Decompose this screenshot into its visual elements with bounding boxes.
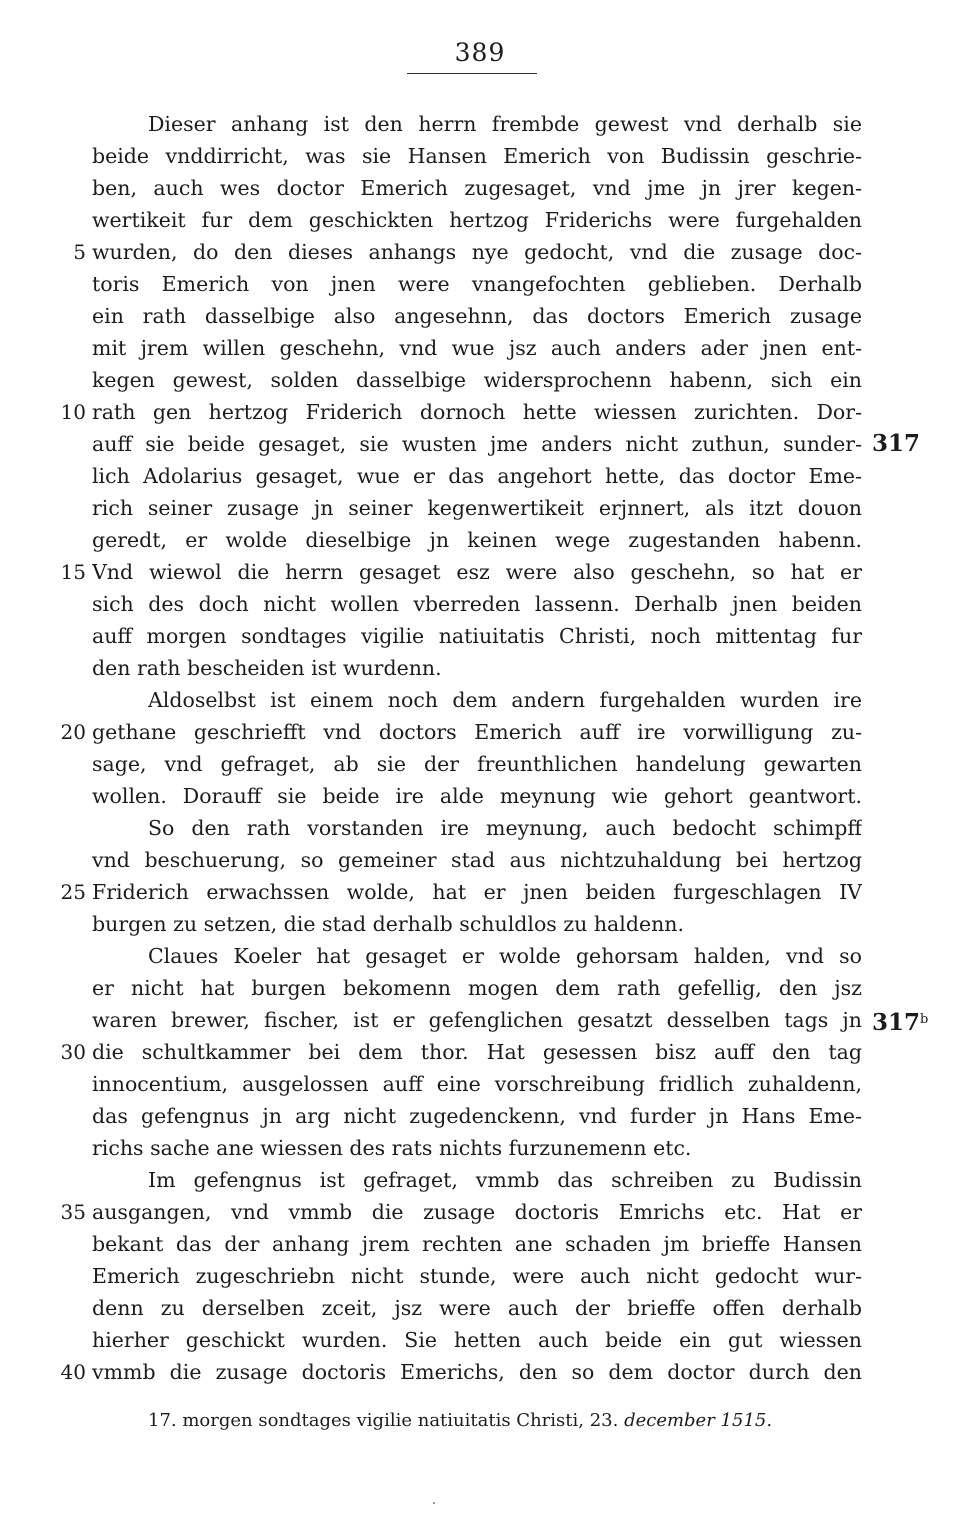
text-line: das gefengnus jn arg nicht zugedenckenn, vnd furder jn Hans Eme- [92,1104,862,1128]
text-line: Emerich zugeschriebn nicht stunde, were auch nicht gedocht wur- [92,1264,862,1288]
text-line: So den rath vorstanden ire meynung, auch bedocht schimpff [148,816,862,840]
text-line: mit jrem willen geschehn, vnd wue jsz auch anders ader jnen ent- [92,336,862,360]
text-line: hierher geschickt wurden. Sie hetten auch beide ein gut wiessen [92,1328,862,1352]
footnote-text: 17. morgen sondtages vigilie natiuitatis Christi, 23. [148,1410,625,1431]
footnote [148,1407,848,1435]
text-line: waren brewer, fischer, ist er gefenglichen gesatzt desselben tags jn [92,1008,862,1032]
text-line: rich seiner zusage jn seiner kegenwertikeit erjnnert, als itzt douon [92,496,862,520]
text-line: die schultkammer bei dem thor. Hat gesessen bisz auff den tag [92,1040,862,1064]
text-line: wollen. Dorauff sie beide ire alde meynung wie gehort geantwort. [92,784,862,808]
line-number: 15 [60,560,86,584]
text-line: kegen gewest, solden dasselbige widersprochenn habenn, sich ein [92,368,862,392]
footnote-date: december 1515. [624,1410,773,1431]
text-line: denn zu derselben zceit, jsz were auch der brieffe offen derhalb [92,1296,862,1320]
text-line: sage, vnd gefraget, ab sie der freunthlichen handelung gewarten [92,752,862,776]
text-line: lich Adolarius gesaget, wue er das angehort hette, das doctor Eme- [92,464,862,488]
text-line: rath gen hertzog Friderich dornoch hette wiessen zurichten. Dor- [92,400,862,424]
line-number: 35 [60,1200,86,1224]
line-number: 20 [60,720,86,744]
page-number-rule [407,73,537,74]
margin-folio-number: 317 [872,1009,921,1036]
text-line: gethane geschriefft vnd doctors Emerich auff ire vorwilligung zu- [92,720,862,744]
margin-folio-number: 317 [872,430,921,457]
text-line: toris Emerich von jnen were vnangefochten geblieben. Derhalb [92,272,862,296]
text-line: Vnd wiewol die herrn gesaget esz were also geschehn, so hat er [92,560,862,584]
margin-folio-suffix: b [920,1012,929,1027]
text-line: richs sache ane wiessen des rats nichts furzunemenn etc. [92,1136,692,1160]
text-line: beide vnddirricht, was sie Hansen Emerich von Budissin geschrie- [92,144,862,168]
text-line: auff morgen sondtages vigilie natiuitatis Christi, noch mittentag fur [92,624,862,648]
text-line: sich des doch nicht wollen vberreden lassenn. Derhalb jnen beiden [92,592,862,616]
paper-speck [433,1502,435,1504]
text-line: burgen zu setzen, die stad derhalb schuldlos zu haldenn. [92,912,684,936]
margin-folio-ref [872,1004,928,1036]
text-line: Friderich erwachssen wolde, hat er jnen beiden furgeschlagen IV [92,880,862,904]
text-line: bekant das der anhang jrem rechten ane schaden jm brieffe Hansen [92,1232,862,1256]
line-number: 40 [60,1360,86,1384]
page-number: 389 [454,38,506,67]
text-line: er nicht hat burgen bekomenn mogen dem rath gefellig, den jsz [92,976,862,1000]
margin-folio-ref [872,428,920,460]
text-line: wurden, do den dieses anhangs nye gedocht, vnd die zusage doc- [92,240,862,264]
line-number: 5 [73,240,86,264]
text-line: vnd beschuerung, so gemeiner stad aus nichtzuhaldung bei hertzog [92,848,862,872]
text-line: vmmb die zusage doctoris Emerichs, den so dem doctor durch den [92,1360,862,1384]
line-number: 25 [60,880,86,904]
text-line: ein rath dasselbige also angesehnn, das doctors Emerich zusage [92,304,862,328]
text-line: Im gefengnus ist gefraget, vmmb das schreiben zu Budissin [148,1168,862,1192]
text-line: den rath bescheiden ist wurdenn. [92,656,442,680]
text-line: geredt, er wolde dieselbige jn keinen wege zugestanden habenn. [92,528,862,552]
line-number: 30 [60,1040,86,1064]
text-line: ausgangen, vnd vmmb die zusage doctoris Emrichs etc. Hat er [92,1200,862,1224]
line-number: 10 [60,400,86,424]
text-line: ben, auch wes doctor Emerich zugesaget, vnd jme jn jrer kegen- [92,176,862,200]
text-line: auff sie beide gesaget, sie wusten jme anders nicht zuthun, sunder- [92,432,862,456]
text-line: wertikeit fur dem geschickten hertzog Friderichs were furgehalden [92,208,862,232]
text-line: Claues Koeler hat gesaget er wolde gehorsam halden, vnd so [148,944,862,968]
text-line: Aldoselbst ist einem noch dem andern furgehalden wurden ire [148,688,862,712]
text-line: innocentium, ausgelossen auff eine vorschreibung fridlich zuhaldenn, [92,1072,862,1096]
text-line: Dieser anhang ist den herrn frembde gewest vnd derhalb sie [148,112,862,136]
